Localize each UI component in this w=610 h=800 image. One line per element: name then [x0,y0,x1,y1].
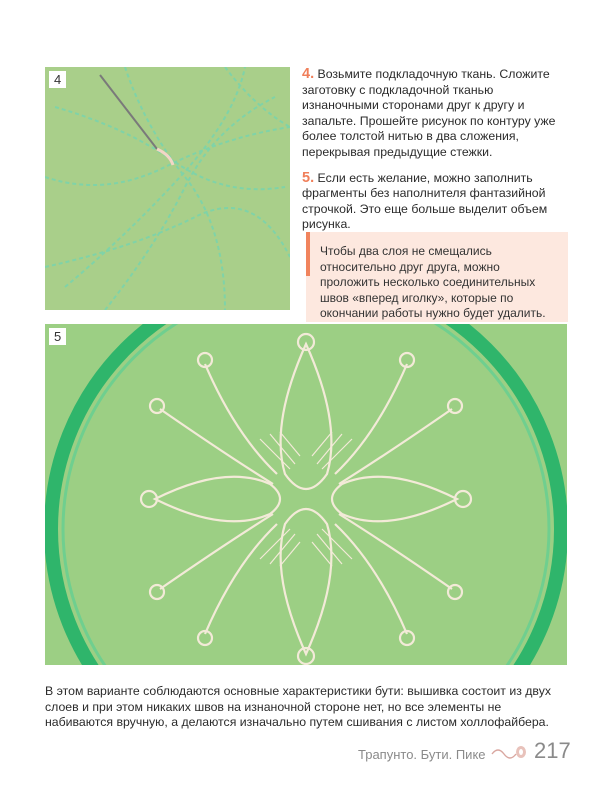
photo-number-5: 5 [49,328,66,345]
tip-text: Чтобы два слоя не смещались относительно друг друга, можно проложить несколько соединительных швов «вперед иголку», которые по окончании работы нужно будет удалить. [320,244,546,321]
step-text: Если есть желание, можно заполнить фрагменты без наполнителя фантазийной строчкой. Это еще больше выделит объем рисунка. [302,170,548,232]
step-5 [302,171,566,233]
page-number: 217 [534,738,571,763]
tip-box [306,232,568,322]
photo-step-4 [45,67,290,310]
caption-text: В этом варианте соблюдаются основные характеристики бути: вышивка состоит из двух слоев и при этом никаких швов на изнаночной стороне нет, но все элементы не набиваются вручную, а делаются изначально путем сшивания с листом холлофайбера. [45,684,551,730]
steps-text [302,67,566,243]
chapter-title: Трапунто. Бути. Пике [358,747,486,762]
step-number: 5. [302,169,315,186]
thread-spool-icon [490,742,528,765]
step-number: 4. [302,66,315,82]
photo-number-4: 4 [49,71,66,88]
stitching-closeup-illustration [45,67,290,310]
step-text: Возьмите подкладочную ткань. Сложите заготовку с подкладочной тканью изнаночными сторонами друг к другу и запальте. Прошейте рисунок по контуру уже более толстой нитью в два сложения, перекрывая предыдущие стежки. [302,67,556,159]
photo-step-5 [45,324,567,665]
page-footer [358,738,572,766]
step-4 [302,67,566,161]
embroidery-hoop-illustration [45,324,567,665]
tip-accent-bar [306,232,310,276]
